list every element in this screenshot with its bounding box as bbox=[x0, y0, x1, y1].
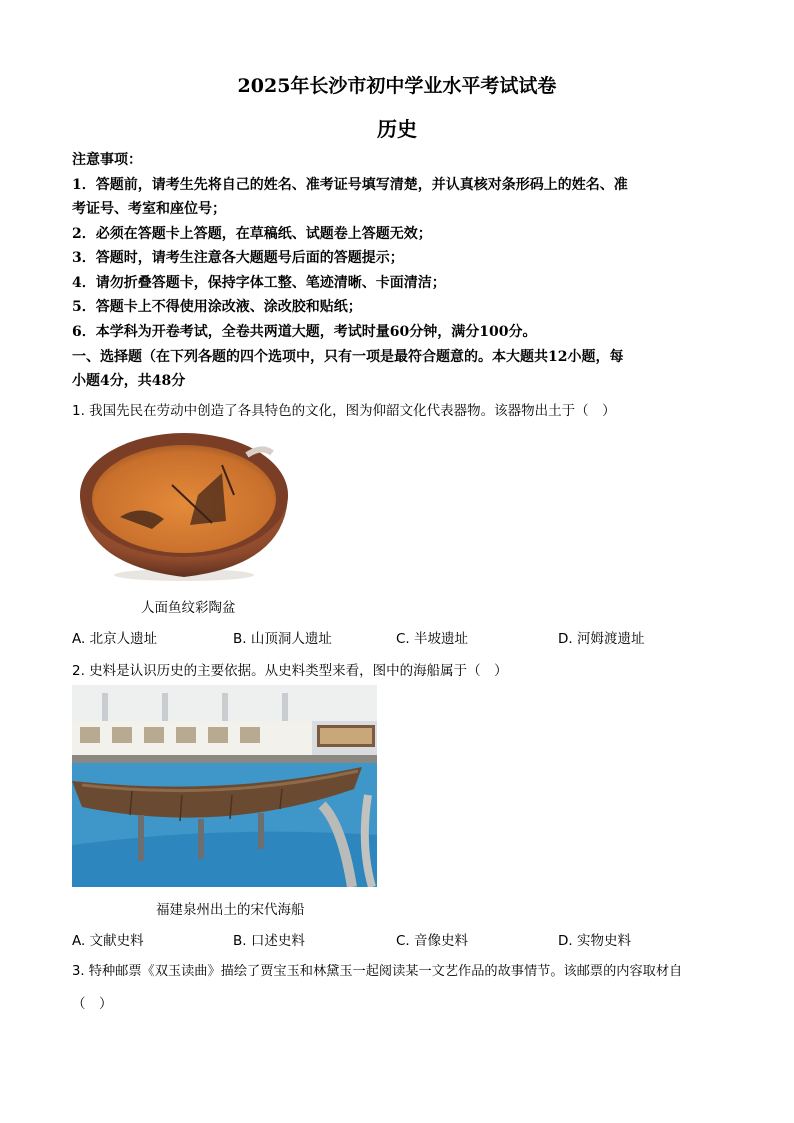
q1-option-d[interactable]: D. 河姆渡遗址 bbox=[558, 631, 645, 647]
section-heading: 一、选择题（在下列各题的四个选项中，只有一项是最符合题意的。本大题共12小题，每 bbox=[72, 349, 624, 365]
q1-option-b[interactable]: B. 山顶洞人遗址 bbox=[233, 631, 332, 647]
section-heading: 小题4分，共48分 bbox=[72, 373, 186, 389]
notice-item: 6．本学科为开卷考试，全卷共两道大题，考试时量60分钟，满分100分。 bbox=[72, 324, 537, 340]
question-2-stem: 2. 史料是认识历史的主要依据。从史料类型来看，图中的海船属于（ ） bbox=[72, 663, 508, 679]
exam-title: 2025年长沙市初中学业水平考试试卷 bbox=[237, 75, 557, 97]
notice-heading: 注意事项： bbox=[72, 152, 142, 168]
painted-pottery-basin-image bbox=[72, 425, 294, 585]
question-3-stem-continued: （ ） bbox=[72, 996, 113, 1012]
subject-title: 历史 bbox=[377, 117, 417, 141]
song-dynasty-ship-image bbox=[72, 685, 377, 887]
notice-item: 3．答题时，请考生注意各大题题号后面的答题提示； bbox=[72, 250, 404, 266]
q1-option-c[interactable]: C. 半坡遗址 bbox=[396, 631, 469, 647]
notice-item: 2．必须在答题卡上答题，在草稿纸、试题卷上答题无效； bbox=[72, 226, 432, 242]
q2-option-b[interactable]: B. 口述史料 bbox=[233, 933, 305, 949]
notice-item: 4．请勿折叠答题卡，保持字体工整、笔迹清晰、卡面清洁； bbox=[72, 275, 446, 291]
notice-item: 考证号、考室和座位号； bbox=[72, 201, 226, 217]
q2-option-a[interactable]: A. 文献史料 bbox=[72, 933, 144, 949]
q2-option-d[interactable]: D. 实物史料 bbox=[558, 933, 631, 949]
notice-item: 1．答题前，请考生先将自己的姓名、准考证号填写清楚，并认真核对条形码上的姓名、准 bbox=[72, 177, 628, 193]
question-1-stem: 1. 我国先民在劳动中创造了各具特色的文化，图为仰韶文化代表器物。该器物出土于（ ） bbox=[72, 403, 616, 419]
q1-option-a[interactable]: A. 北京人遗址 bbox=[72, 631, 158, 647]
figure-2-caption: 福建泉州出土的宋代海船 bbox=[156, 902, 305, 918]
figure-1-caption: 人面鱼纹彩陶盆 bbox=[141, 600, 236, 616]
q2-option-c[interactable]: C. 音像史料 bbox=[396, 933, 469, 949]
question-3-stem: 3. 特种邮票《双玉读曲》描绘了贾宝玉和林黛玉一起阅读某一文艺作品的故事情节。该邮票的内容取材自 bbox=[72, 964, 683, 979]
notice-item: 5．答题卡上不得使用涂改液、涂改胶和贴纸； bbox=[72, 299, 362, 315]
